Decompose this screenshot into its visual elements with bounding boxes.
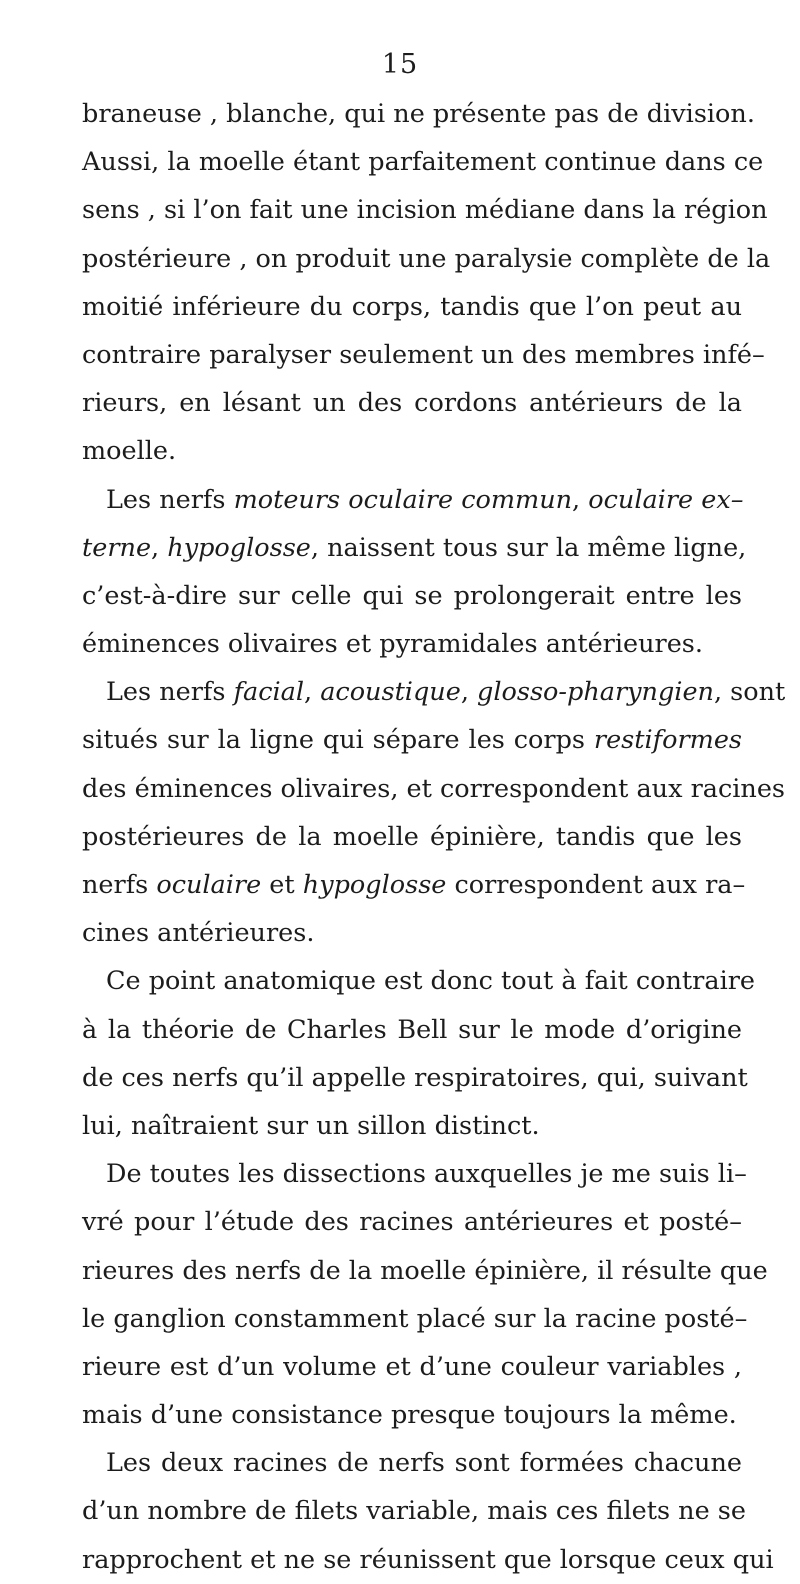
- text-run: contraire paralyser seulement un des membres infé–: [82, 339, 765, 370]
- text-line: [82, 620, 742, 668]
- text-run: De toutes les dissections auxquelles je me suis li–: [106, 1159, 747, 1190]
- text-line: [82, 427, 742, 475]
- text-run: Les nerfs: [106, 484, 234, 515]
- italic-term: glosso-pharyngien: [477, 677, 714, 708]
- text-run: nerfs: [82, 870, 157, 900]
- text-line: [82, 283, 742, 331]
- text-line: [82, 572, 742, 620]
- text-line: [82, 1198, 742, 1246]
- text-run: éminences olivaires et pyramidales antérieures.: [82, 629, 703, 660]
- text-run: moitié inférieure du corps, tandis que l’on peut au: [82, 291, 742, 322]
- text-run: postérieure , on produit une paralysie complète de la: [82, 243, 771, 274]
- text-run: ,: [572, 484, 589, 515]
- italic-term: acoustique: [320, 677, 461, 708]
- text-line: [82, 138, 764, 186]
- text-line: [82, 1102, 742, 1150]
- text-run: à la théorie de Charles Bell sur le mode d’origine: [82, 1014, 742, 1045]
- text-line: [82, 90, 755, 138]
- text-run: mais d’une consistance presque toujours la même.: [82, 1400, 737, 1431]
- italic-term: restiformes: [593, 725, 742, 756]
- text-run: ,: [304, 677, 321, 708]
- italic-term: oculaire: [156, 870, 262, 900]
- text-run: Aussi, la moelle étant parfaitement continue dans ce: [82, 147, 764, 178]
- text-line: [82, 1343, 742, 1391]
- italic-term: moteurs oculaire commun: [233, 484, 573, 515]
- text-line: [82, 1150, 747, 1198]
- text-line: [82, 813, 742, 861]
- text-run: ,: [151, 532, 168, 563]
- text-line: [82, 1439, 742, 1487]
- text-run: Les nerfs: [106, 677, 234, 708]
- italic-term: oculaire ex–: [588, 484, 744, 515]
- text-run: sens , si l’on fait une incision médiane dans la région: [82, 195, 768, 226]
- text-line: [82, 909, 742, 957]
- text-run: rapprochent et ne se réunissent que lorsque ceux qui: [82, 1544, 774, 1575]
- text-line: [82, 331, 765, 379]
- text-run: lui, naîtraient sur un sillon distinct.: [82, 1110, 540, 1141]
- text-run: postérieures de la moelle épinière, tandis que les: [82, 821, 742, 852]
- text-run: moelle.: [82, 436, 177, 467]
- text-line: [82, 1247, 768, 1295]
- text-line: [82, 861, 746, 909]
- text-run: cines antérieures.: [82, 918, 315, 949]
- text-run: , sont: [713, 677, 786, 708]
- text-line: [82, 957, 756, 1005]
- text-line: [82, 765, 786, 813]
- italic-term: facial: [233, 677, 304, 708]
- text-run: rieures des nerfs de la moelle épinière, il résulte que: [82, 1255, 768, 1286]
- text-run: , naissent tous sur la même ligne,: [310, 532, 747, 563]
- text-line: [82, 379, 742, 427]
- text-run: vré pour l’étude des racines antérieures et posté–: [82, 1207, 742, 1238]
- text-run: rieurs, en lésant un des cordons antérieurs de la: [82, 388, 742, 419]
- text-run: de ces nerfs qu’il appelle respiratoires, qui, suivant: [82, 1062, 748, 1093]
- text-line: [82, 186, 768, 234]
- text-run: braneuse , blanche, qui ne présente pas de division.: [82, 99, 755, 129]
- italic-term: terne: [82, 532, 152, 563]
- italic-term: hypoglosse: [302, 870, 447, 900]
- text-run: Ce point anatomique est donc tout à fait contraire: [106, 966, 756, 997]
- text-line: [82, 668, 786, 716]
- body-text: [82, 90, 786, 1584]
- text-run: correspondent aux ra–: [446, 870, 746, 900]
- italic-term: hypoglosse: [167, 532, 311, 563]
- text-run: le ganglion constamment placé sur la racine posté–: [82, 1303, 748, 1334]
- page-number: 15: [381, 49, 419, 80]
- text-line: [82, 476, 742, 524]
- text-line: [82, 1391, 742, 1439]
- text-line: [82, 1487, 746, 1535]
- text-run: et: [261, 870, 303, 900]
- text-run: des éminences olivaires, et correspondent aux racines: [82, 773, 786, 804]
- text-run: Les deux racines de nerfs sont formées chacune: [106, 1448, 742, 1479]
- text-run: ,: [460, 677, 478, 708]
- text-line: [82, 1536, 774, 1584]
- text-run: d’un nombre de filets variable, mais ces filets ne se: [82, 1496, 746, 1527]
- text-line: [82, 1295, 748, 1343]
- text-run: c’est-à-dire sur celle qui se prolongerait entre les: [82, 580, 742, 611]
- text-line: [82, 524, 747, 572]
- text-line: [82, 235, 771, 283]
- text-line: [82, 1054, 748, 1102]
- text-run: rieure est d’un volume et d’une couleur variables ,: [82, 1351, 742, 1382]
- text-line: [82, 1006, 742, 1054]
- text-line: [82, 716, 742, 764]
- text-run: situés sur la ligne qui sépare les corps: [82, 725, 594, 756]
